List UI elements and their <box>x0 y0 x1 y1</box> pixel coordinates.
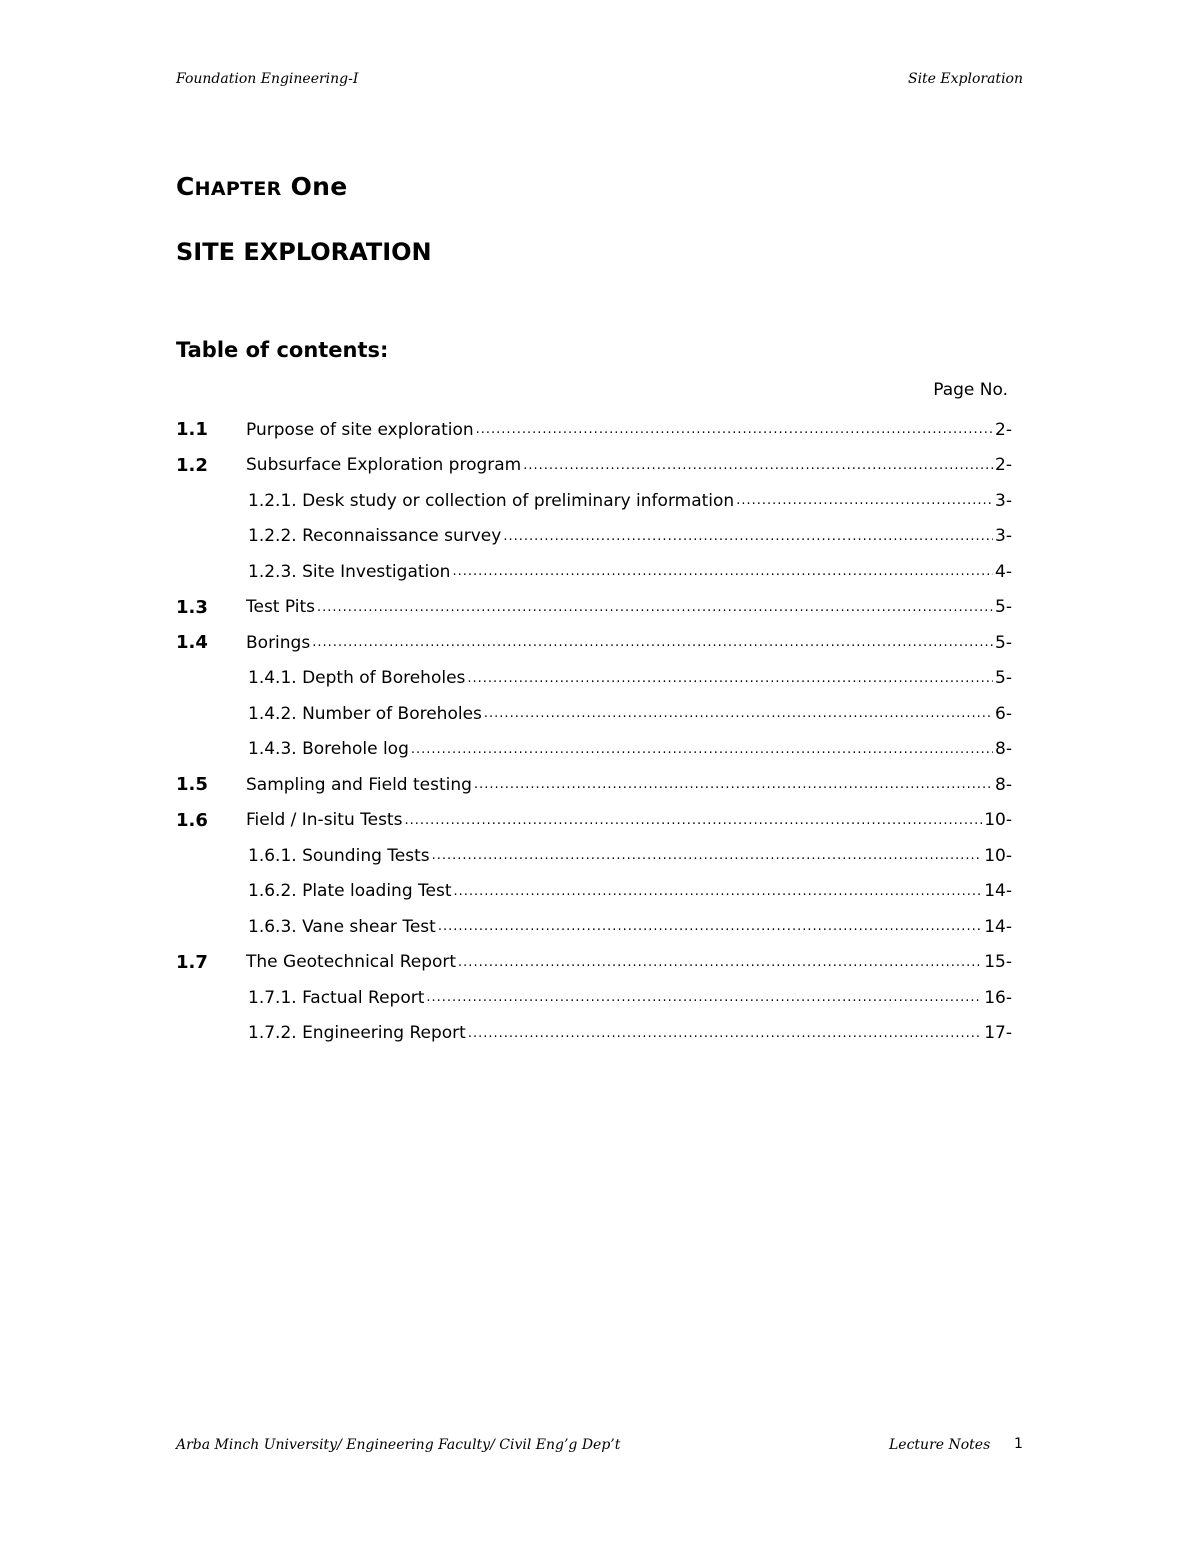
toc-dot-leader <box>484 706 993 721</box>
toc-entry-title: 1.4.1. Depth of Boreholes <box>248 668 466 689</box>
toc-entry[interactable] <box>176 874 1012 910</box>
toc-dot-leader <box>426 990 982 1005</box>
toc-entry[interactable] <box>176 803 1012 839</box>
toc-entry-number: 1.4 <box>176 632 208 654</box>
running-footer-left: Arba Minch University/ Engineering Faculty/ Civil Eng’g Dep’t <box>176 1437 621 1453</box>
toc-dot-leader <box>474 777 993 792</box>
toc-entry-number: 1.1 <box>176 419 208 441</box>
toc-entry[interactable] <box>176 909 1012 945</box>
toc-dot-leader <box>468 1026 982 1041</box>
toc-entry-page: 15- <box>984 952 1012 973</box>
toc-entry-page: 5- <box>995 668 1012 689</box>
chapter-number-word: One <box>290 172 348 201</box>
toc-entry[interactable] <box>176 625 1012 661</box>
toc-dot-leader <box>312 635 993 650</box>
chapter-initial: C <box>176 172 195 201</box>
toc-heading: Table of contents: <box>176 338 389 362</box>
toc-entry[interactable] <box>176 838 1012 874</box>
toc-dot-leader <box>523 458 993 473</box>
toc-dot-leader <box>411 742 993 757</box>
toc-entry-title: Subsurface Exploration program <box>246 455 522 476</box>
running-header-left: Foundation Engineering-I <box>176 71 359 87</box>
toc-entry-title: 1.6.2. Plate loading Test <box>248 881 452 902</box>
toc-entry-page: 17- <box>984 1023 1012 1044</box>
toc-entry-title: 1.7.2. Engineering Report <box>248 1023 466 1044</box>
toc-entry-page: 6- <box>995 703 1012 724</box>
toc-entry[interactable] <box>176 732 1012 768</box>
page-number: 1 <box>1014 1436 1023 1452</box>
toc-entry-page: 14- <box>984 881 1012 902</box>
toc-dot-leader <box>432 848 983 863</box>
toc-entry[interactable] <box>176 412 1012 448</box>
toc-dot-leader <box>467 671 993 686</box>
page-title: SITE EXPLORATION <box>176 238 432 266</box>
running-footer-middle: Lecture Notes <box>889 1437 991 1453</box>
toc-entry-page: 10- <box>984 845 1012 866</box>
toc-entry-number: 1.5 <box>176 774 208 796</box>
toc-entry-title: Test Pits <box>246 597 316 618</box>
toc-dot-leader <box>452 564 993 579</box>
toc-dot-leader <box>454 884 983 899</box>
toc-entry-title: Sampling and Field testing <box>246 774 472 795</box>
running-header-right: Site Exploration <box>907 71 1023 87</box>
toc-entry-page: 3- <box>995 526 1012 547</box>
toc-entry[interactable] <box>176 661 1012 697</box>
toc-entry[interactable] <box>176 1016 1012 1052</box>
toc-entry[interactable] <box>176 590 1012 626</box>
toc-entry[interactable] <box>176 767 1012 803</box>
toc-entry[interactable] <box>176 945 1012 981</box>
toc-entry-title: Field / In-situ Tests <box>246 810 403 831</box>
toc-entry[interactable] <box>176 696 1012 732</box>
toc-entry-title: 1.7.1. Factual Report <box>248 987 425 1008</box>
toc-dot-leader <box>503 529 993 544</box>
toc-entry-title: The Geotechnical Report <box>246 952 457 973</box>
toc-entry-title: 1.2.2. Reconnaissance survey <box>248 526 502 547</box>
toc-entry-page: 5- <box>995 597 1012 618</box>
toc-entry[interactable] <box>176 519 1012 555</box>
toc-dot-leader <box>317 600 993 615</box>
toc-dot-leader <box>736 493 993 508</box>
toc-dot-leader <box>458 955 982 970</box>
toc-entry-number: 1.7 <box>176 951 208 973</box>
toc-entry-page: 5- <box>995 632 1012 653</box>
toc-entry[interactable] <box>176 554 1012 590</box>
toc-entry-page: 10- <box>984 810 1012 831</box>
toc-entry-page: 4- <box>995 561 1012 582</box>
chapter-smallcaps: HAPTER <box>194 178 282 200</box>
toc-dot-leader <box>404 813 982 828</box>
toc-entry-page: 8- <box>995 739 1012 760</box>
toc-entry-title: 1.2.1. Desk study or collection of preliminary information <box>248 490 735 511</box>
toc-entry-page: 8- <box>995 774 1012 795</box>
toc-entry[interactable] <box>176 448 1012 484</box>
toc-entry-title: 1.4.2. Number of Boreholes <box>248 703 482 724</box>
toc-entry-title: 1.2.3. Site Investigation <box>248 561 451 582</box>
toc-entry-title: 1.4.3. Borehole log <box>248 739 409 760</box>
toc-dot-leader <box>476 422 993 437</box>
toc-entry[interactable] <box>176 483 1012 519</box>
toc-dot-leader <box>438 919 982 934</box>
table-of-contents <box>176 412 1012 1051</box>
toc-entry-title: 1.6.3. Vane shear Test <box>248 916 436 937</box>
toc-entry-page: 16- <box>984 987 1012 1008</box>
toc-entry-number: 1.6 <box>176 809 208 831</box>
toc-entry[interactable] <box>176 980 1012 1016</box>
toc-entry-title: Borings <box>246 632 311 653</box>
toc-entry-page: 14- <box>984 916 1012 937</box>
toc-entry-title: 1.6.1. Sounding Tests <box>248 845 430 866</box>
chapter-heading <box>176 172 347 201</box>
toc-entry-number: 1.3 <box>176 596 208 618</box>
toc-entry-page: 2- <box>995 455 1012 476</box>
toc-entry-title: Purpose of site exploration <box>246 419 474 440</box>
toc-entry-page: 3- <box>995 490 1012 511</box>
toc-entry-page: 2- <box>995 419 1012 440</box>
toc-entry-number: 1.2 <box>176 454 208 476</box>
page-number-column-label: Page No. <box>933 380 1008 400</box>
